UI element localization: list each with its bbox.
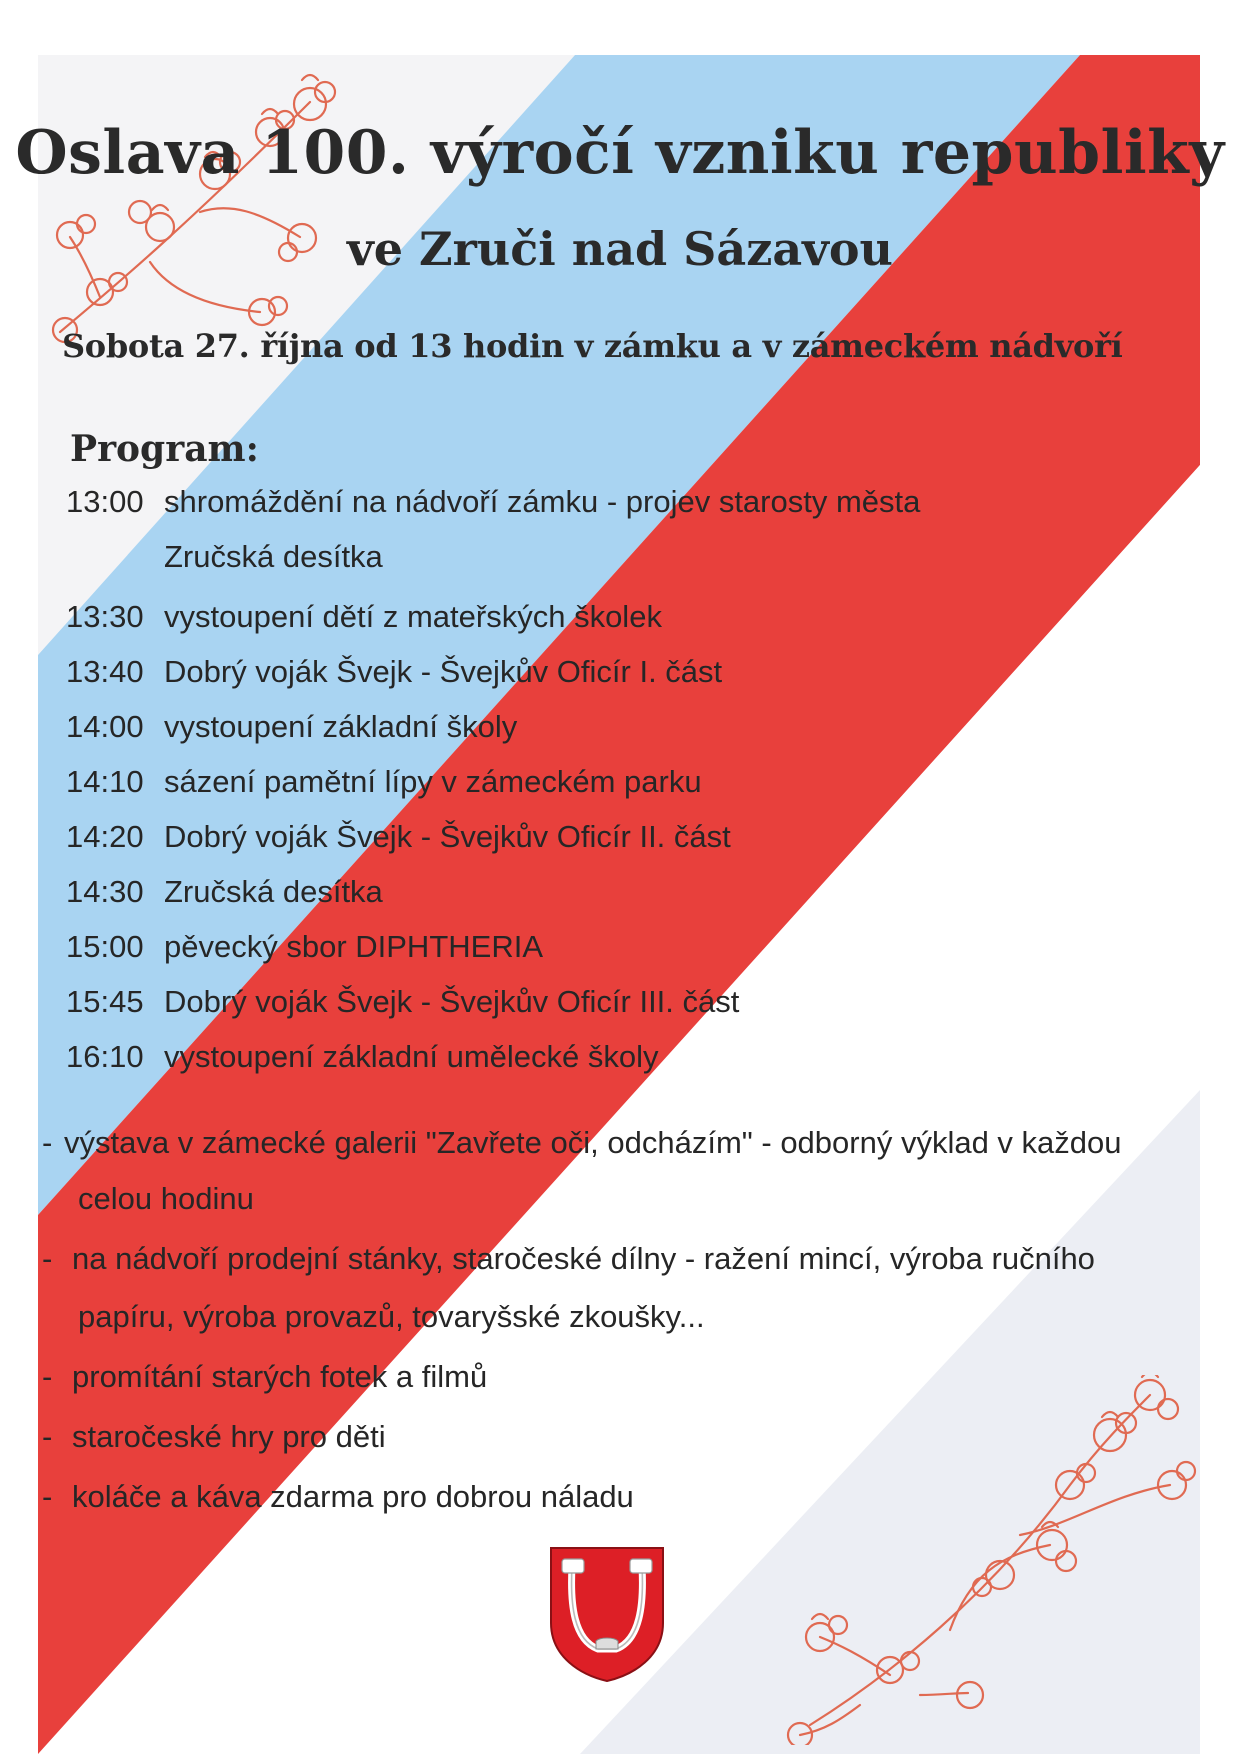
list-item-continuation: papíru, výroba provazů, tovaryšské zkoušky... xyxy=(78,1299,705,1334)
schedule-time: 13:00 xyxy=(66,484,144,519)
schedule-row xyxy=(66,707,1186,762)
page-subtitle-location: ve Zruči nad Sázavou xyxy=(346,222,893,276)
list-item-continuation: celou hodinu xyxy=(78,1181,254,1216)
schedule-time: 16:10 xyxy=(66,1039,144,1074)
schedule-row xyxy=(66,927,1186,982)
schedule-activity: pěvecký sbor DIPHTHERIA xyxy=(164,929,543,964)
schedule-activity: sázení pamětní lípy v zámeckém parku xyxy=(164,764,702,799)
list-item-text: výstava v zámecké galerii "Zavřete oči, odcházím" - odborný výklad v každou xyxy=(64,1125,1122,1160)
schedule-row xyxy=(66,762,1186,817)
schedule-row xyxy=(66,537,1186,597)
schedule-row xyxy=(66,872,1186,927)
schedule-activity: shromáždění na nádvoří zámku - projev starosty města xyxy=(164,484,921,519)
list-item xyxy=(42,1477,1192,1537)
list-item xyxy=(42,1239,1192,1297)
schedule-time: 14:10 xyxy=(66,764,144,799)
schedule-time: 14:30 xyxy=(66,874,144,909)
schedule-row xyxy=(66,597,1186,652)
program-heading: Program: xyxy=(70,428,259,470)
schedule-activity: Zručská desítka xyxy=(164,874,383,909)
schedule-time: 13:40 xyxy=(66,654,144,689)
town-crest-icon xyxy=(548,1545,666,1683)
schedule-time: 15:00 xyxy=(66,929,144,964)
bullet-dash: - xyxy=(42,1419,53,1454)
schedule-row xyxy=(66,817,1186,872)
schedule-activity: vystoupení základní školy xyxy=(164,709,518,744)
schedule-time: 15:45 xyxy=(66,984,144,1019)
schedule-row xyxy=(66,982,1186,1037)
schedule-row xyxy=(66,1037,1186,1092)
schedule-row xyxy=(66,482,1186,537)
event-date-line: Sobota 27. října od 13 hodin v zámku a v zámeckém nádvoří xyxy=(62,327,1123,365)
schedule-time: 13:30 xyxy=(66,599,144,634)
bullet-dash: - xyxy=(42,1479,53,1514)
schedule-activity: vystoupení základní umělecké školy xyxy=(164,1039,659,1074)
list-item-text: staročeské hry pro děti xyxy=(72,1419,386,1454)
schedule-activity: Dobrý voják Švejk - Švejkův Oficír I. část xyxy=(164,654,723,689)
schedule-time: 14:00 xyxy=(66,709,144,744)
extra-attractions-list xyxy=(42,1123,1192,1537)
list-item xyxy=(42,1357,1192,1417)
page-title: Oslava 100. výročí vzniku republiky xyxy=(15,118,1225,188)
list-item-text: promítání starých fotek a filmů xyxy=(72,1359,488,1394)
bullet-dash: - xyxy=(42,1359,53,1394)
schedule-activity: Zručská desítka xyxy=(164,539,383,574)
schedule-row xyxy=(66,652,1186,707)
bullet-dash: - xyxy=(42,1125,53,1160)
list-item xyxy=(42,1123,1192,1179)
list-item-text: na nádvoří prodejní stánky, staročeské dílny - ražení mincí, výroba ručního xyxy=(72,1241,1095,1276)
bullet-dash: - xyxy=(42,1241,53,1276)
schedule-time: 14:20 xyxy=(66,819,144,854)
list-item xyxy=(42,1417,1192,1477)
schedule-activity: Dobrý voják Švejk - Švejkův Oficír III. část xyxy=(164,984,740,1019)
schedule-activity: Dobrý voják Švejk - Švejkův Oficír II. část xyxy=(164,819,731,854)
schedule-activity: vystoupení dětí z mateřských školek xyxy=(164,599,662,634)
blossom-branch-icon xyxy=(40,62,340,352)
list-item-text: koláče a káva zdarma pro dobrou náladu xyxy=(72,1479,634,1514)
program-schedule xyxy=(66,482,1186,1092)
